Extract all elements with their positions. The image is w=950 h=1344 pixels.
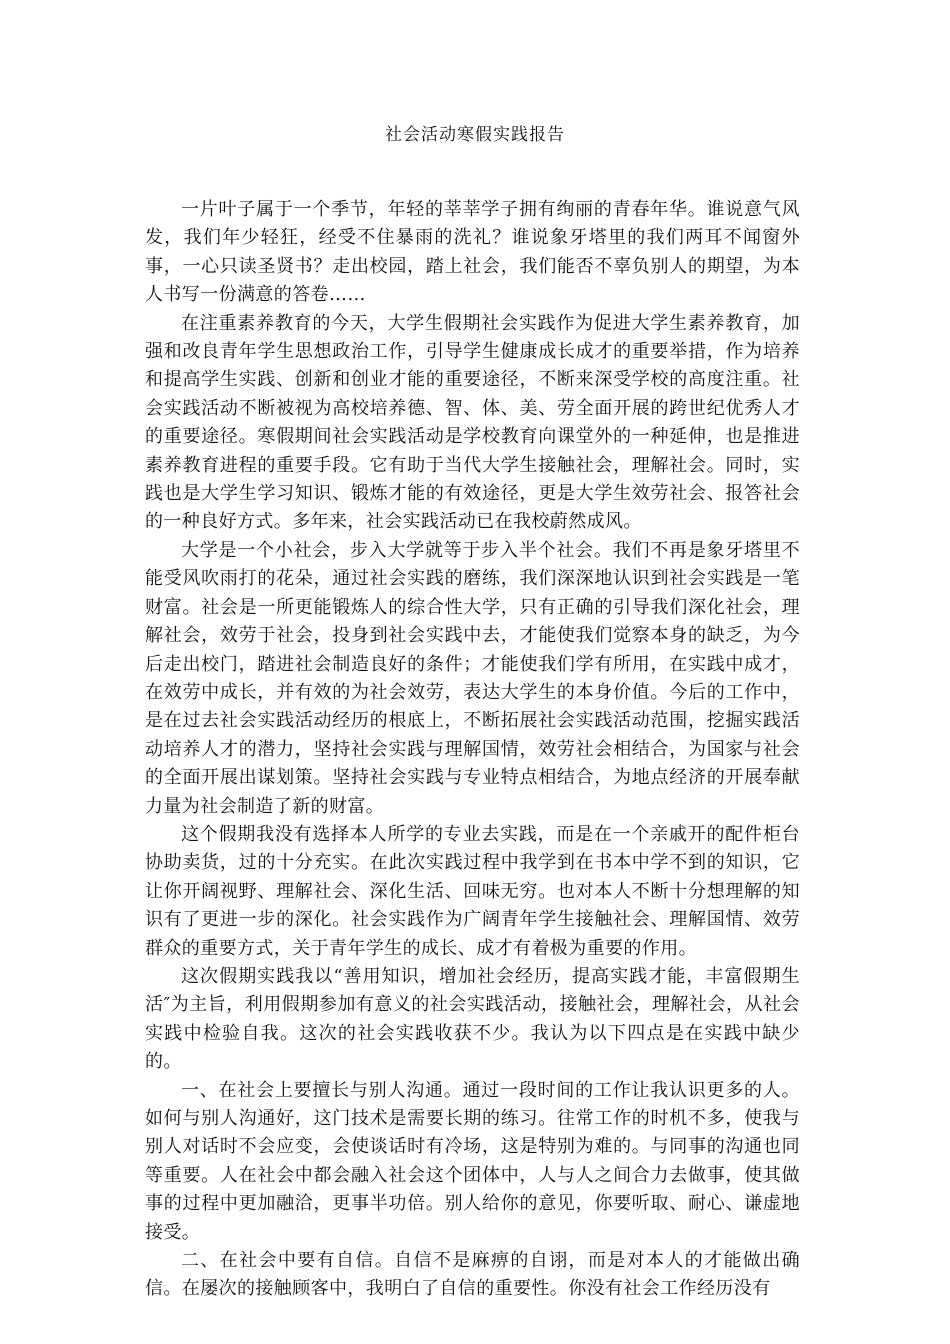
paragraph-intro: 一片叶子属于一个季节，年轻的莘莘学子拥有绚丽的青春年华。谁说意气风发，我们年少轻狂，经受不住暴雨的洗礼？谁说象牙塔里的我们两耳不闻窗外事，一心只读圣贤书？走出校园，踏上社会，我们能否不辜负别人的期望，为本人书写一份满意的答卷…… (145, 199, 800, 306)
paragraph-quality-education: 在注重素养教育的今天，大学生假期社会实践作为促进大学生素养教育，加强和改良青年学生思想政治工作，引导学生健康成长成才的重要举措，作为培养和提高学生实践、创新和创业才能的重要途径，不断来深受学校的高度注重。社会实践活动不断被视为高校培养德、智、体、美、劳全面开展的跨世纪优秀人才的重要途径。寒假期间社会实践活动是学校教育向课堂外的一种延伸，也是推进素养教育进程的重要手段。它有助于当代大学生接触社会，理解社会。同时，实践也是大学生学习知识、锻炼才能的有效途径，更是大学生效劳社会、报答社会的一种良好方式。多年来，社会实践活动已在我校蔚然成风。 (145, 312, 800, 533)
document-body (145, 196, 800, 1304)
paragraph-holiday-work: 这个假期我没有选择本人所学的专业去实践，而是在一个亲戚开的配件柜台协助卖货，过的十分充实。在此次实践过程中我学到在书本中学不到的知识，它让你开阔视野、理解社会、深化生活、回味无穷。也对本人不断十分想理解的知识有了更进一步的深化。社会实践作为广阔青年学生接触社会、理解国情、效劳群众的重要方式，关于青年学生的成长、成才有着极为重要的作用。 (145, 823, 800, 959)
page-title: 社会活动寒假实践报告 (385, 125, 565, 145)
paragraph-point-two: 二、在社会中要有自信。自信不是麻痹的自诩，而是对本人的才能做出确信。在屡次的接触顾客中，我明白了自信的重要性。你没有社会工作经历没有 (145, 1250, 800, 1300)
paragraph-point-one: 一、在社会上要擅长与别人沟通。通过一段时间的工作让我认识更多的人。如何与别人沟通好，这门技术是需要长期的练习。往常工作的时机不多，使我与别人对话时不会应变，会使谈话时有冷场，这是特别为难的。与同事的沟通也同等重要。人在社会中都会融入社会这个团体中，人与人之间合力去做事，使其做事的过程中更加融洽，更事半功倍。别人给你的意见，你要听取、耐心、谦虚地接受。 (145, 1079, 800, 1243)
paragraph-university-society: 大学是一个小社会，步入大学就等于步入半个社会。我们不再是象牙塔里不能受风吹雨打的花朵，通过社会实践的磨练，我们深深地认识到社会实践是一笔财富。社会是一所更能锻炼人的综合性大学，只有正确的引导我们深化社会，理解社会，效劳于社会，投身到社会实践中去，才能使我们觉察本身的缺乏，为今后走出校门，踏进社会制造良好的条件；才能使我们学有所用，在实践中成才，在效劳中成长，并有效的为社会效劳，表达大学生的本身价值。今后的工作中，是在过去社会实践活动经历的根底上，不断拓展社会实践活动范围，挖掘实践活动培养人才的潜力，坚持社会实践与理解国情，效劳社会相结合，为国家与社会的全面开展出谋划策。坚持社会实践与专业特点相结合，为地点经济的开展奉献力量为社会制造了新的财富。 (145, 539, 800, 817)
paragraph-practice-theme: 这次假期实践我以“善用知识，增加社会经历，提高实践才能，丰富假期生活″为主旨，利用假期参加有意义的社会实践活动，接触社会，理解社会，从社会实践中检验自我。这次的社会实践收获不少。我认为以下四点是在实践中缺少的。 (145, 965, 800, 1073)
